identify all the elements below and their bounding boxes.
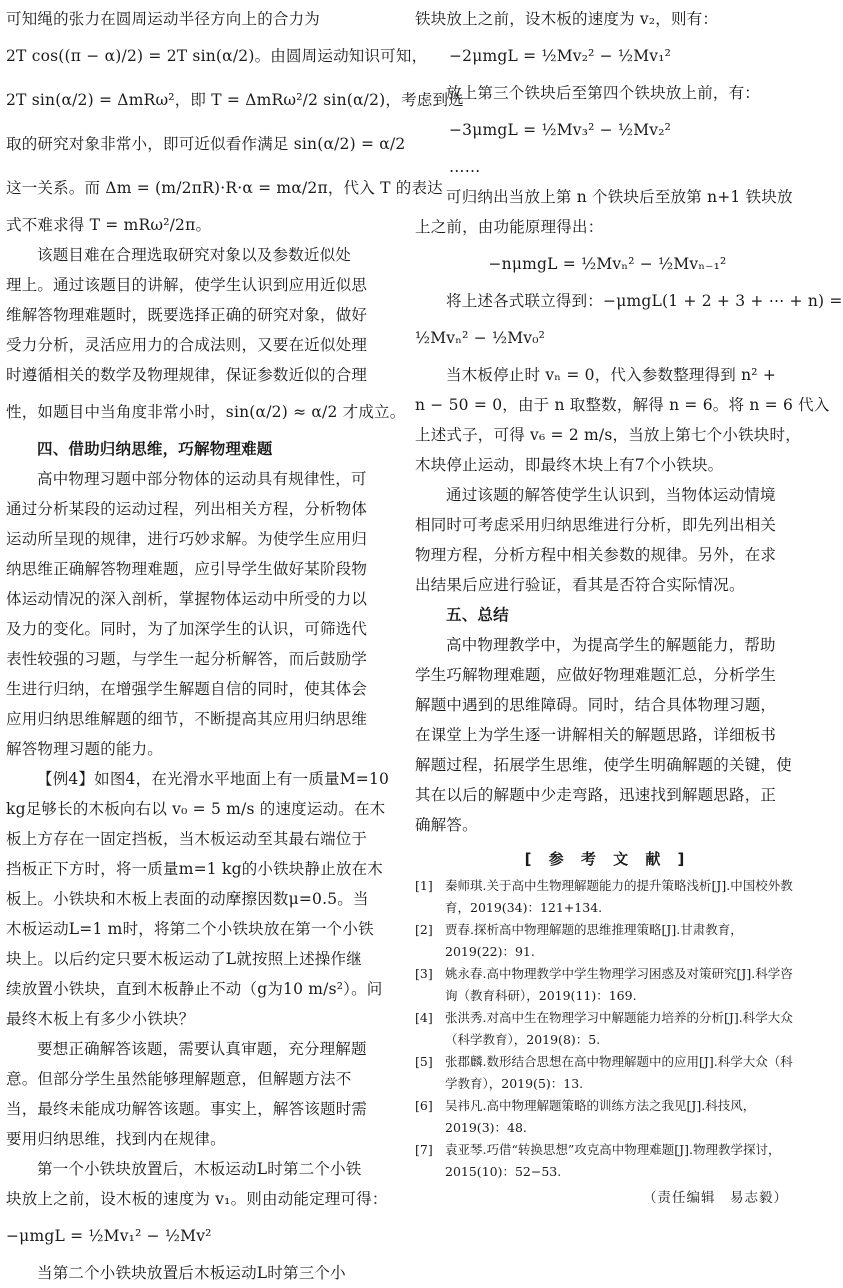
text-line: 运动所呈现的规律，进行巧妙求解。为使学生应用归 (6, 530, 368, 548)
text-line: 挡板正下方时，将一质量m=1 kg的小铁块静止放在木 (6, 860, 383, 878)
text-line: 该题目难在合理选取研究对象以及参数近似处 (37, 246, 352, 264)
reference-item (415, 1051, 800, 1095)
text-line: 时遵循相关的数学及物理规律，保证参数近似的合理 (6, 366, 368, 384)
reference-text: 姚永春.高中物理教学中学生物理学习困惑及对策研究[J].科学咨询（教育科研），2019(11)：169. (445, 966, 793, 1003)
text-line: 铁块放上之前，设木板的速度为 v₂，则有： (415, 10, 719, 28)
section-heading: 四、借助归纳思维，巧解物理难题 (37, 440, 273, 458)
reference-number: [7] (415, 1142, 433, 1157)
reference-text: 吴祎凡.高中物理解题策略的训练方法之我见[J].科技风，2019(3)：48. (445, 1098, 756, 1135)
reference-item (415, 1139, 800, 1183)
text-line: ½Mvₙ² − ½Mv₀² (415, 329, 546, 347)
text-line: 续放置小铁块，直到木板静止不动（g为10 m/s²）。问 (6, 980, 383, 998)
text-line: 应用归纳思维解题的细节，不断提高其应用归纳思维 (6, 710, 368, 728)
text-line: 木板运动L=1 m时，将第二个小铁块放在第一个小铁 (6, 920, 374, 938)
text-line: 确解答。 (415, 816, 478, 834)
text-line: n − 50 = 0，由于 n 取整数，解得 n = 6。将 n = 6 代入 (415, 396, 830, 414)
text-line: 要用归纳思维，找到内在规律。 (6, 1130, 226, 1148)
left-column (6, 4, 464, 1288)
reference-text: 秦师琪.关于高中生物理解题能力的提升策略浅析[J].中国校外教育，2019(34)：121+134. (445, 878, 793, 915)
text-line: 当木板停止时 vₙ = 0，代入参数整理得到 n² + (446, 366, 777, 384)
text-line: 在课堂上为学生逐一讲解相关的解题思路，详细板书 (415, 726, 777, 744)
text-line: −2μmgL = ½Mv₂² − ½Mv₁² (449, 47, 672, 65)
reference-number: [4] (415, 1010, 433, 1025)
text-line: 通过分析某段的运动过程，列出相关方程，分析物体 (6, 500, 368, 518)
text-line: 板上。小铁块和木板上表面的动摩擦因数μ=0.5。当 (6, 890, 369, 908)
text-line: 将上述各式联立得到：−μmgL(1 + 2 + 3 + ⋯ + n) = (446, 292, 843, 310)
text-line: −μmgL = ½Mv₁² − ½Mv² (6, 1227, 212, 1245)
reference-item (415, 1095, 800, 1139)
section-heading: 五、总结 (446, 606, 509, 624)
text-line: 纳思维正确解答物理难题，应引导学生做好某阶段物 (6, 560, 368, 578)
reference-number: [3] (415, 966, 433, 981)
editor-credit: （责任编辑 易志毅） (643, 1190, 788, 1206)
text-line: 块上。以后约定只要木板运动了L就按照上述操作继 (6, 950, 362, 968)
references-heading: [ 参 考 文 献 ] (524, 850, 691, 868)
right-column (415, 4, 843, 1213)
text-line: 当，最终未能成功解答该题。事实上，解答该题时需 (6, 1100, 368, 1118)
text-line: 高中物理教学中，为提高学生的解题能力，帮助 (446, 636, 776, 654)
text-line: 其在以后的解题中少走弯路，迅速找到解题思路，正 (415, 786, 777, 804)
text-line: 解答物理习题的能力。 (6, 740, 164, 758)
reference-text: 贾春.探析高中物理解题的思维推理策略[J].甘肃教育，2019(22)：91. (445, 922, 743, 959)
text-line: 【例4】如图4，在光滑水平地面上有一质量M=10 (37, 770, 390, 788)
text-line: −3μmgL = ½Mv₃² − ½Mv₂² (449, 121, 672, 139)
text-line: 通过该题的解答使学生认识到，当物体运动情境 (446, 486, 776, 504)
reference-number: [5] (415, 1054, 433, 1069)
text-line: 理上。通过该题目的讲解，使学生认识到应用近似思 (6, 276, 368, 294)
reference-item (415, 875, 800, 919)
text-line: 性，如题目中当角度非常小时，sin(α/2) ≈ α/2 才成立。 (6, 403, 406, 421)
text-line: …… (449, 158, 481, 176)
reference-number: [2] (415, 922, 433, 937)
text-line: 物理方程，分析方程中相关参数的规律。另外，在求 (415, 546, 777, 564)
text-line: 当第二个小铁块放置后木板运动L时第三个小 (37, 1264, 346, 1282)
text-line: 这一关系。而 Δm = (m/2πR)·R·α = mα/2π，代入 T 的表达 (6, 179, 443, 197)
text-line: kg足够长的木板向右以 v₀ = 5 m/s 的速度运动。在木 (6, 800, 386, 818)
right-body-text (415, 4, 843, 840)
text-line: 生进行归纳，在增强学生解题自信的同时，使其体会 (6, 680, 368, 698)
text-line: 最终木板上有多少小铁块？ (6, 1010, 195, 1028)
text-line: 意。但部分学生虽然能够理解题意，但解题方法不 (6, 1070, 352, 1088)
text-line: 第一个小铁块放置后，木板运动L时第二个小铁 (37, 1160, 362, 1178)
text-line: 及力的变化。同时，为了加深学生的认识，可筛选代 (6, 620, 368, 638)
text-line: −nμmgL = ½Mvₙ² − ½Mvₙ₋₁² (488, 255, 727, 273)
text-line: 放上第三个铁块后至第四个铁块放上前，有： (446, 84, 761, 102)
reference-text: 袁亚琴.巧借“转换思想”攻克高中物理难题[J].物理教学探讨，2015(10)：52−53. (445, 1142, 781, 1179)
reference-item (415, 963, 800, 1007)
text-line: 解题中遇到的思维障碍。同时，结合具体物理习题， (415, 696, 777, 714)
text-line: 出结果后应进行验证，看其是否符合实际情况。 (415, 576, 745, 594)
text-line: 取的研究对象非常小，即可近似看作满足 sin(α/2) = α/2 (6, 135, 406, 153)
text-line: 可归纳出当放上第 n 个铁块后至放第 n+1 铁块放 (446, 188, 793, 206)
text-line: 2T cos((π − α)/2) = 2T sin(α/2)。由圆周运动知识可知， (6, 47, 428, 65)
references-list (415, 875, 800, 1183)
text-line: 维解答物理难题时，既要选择正确的研究对象，做好 (6, 306, 368, 324)
text-line: 解题过程，拓展学生思维，使学生明确解题的关键，使 (415, 756, 792, 774)
text-line: 式不难求得 T = mRω²/2π。 (6, 216, 212, 234)
text-line: 要想正确解答该题，需要认真审题，充分理解题 (37, 1040, 367, 1058)
text-line: 相同时可考虑采用归纳思维进行分析，即先列出相关 (415, 516, 777, 534)
reference-text: 张洪秀.对高中生在物理学习中解题能力培养的分析[J].科学大众（科学教育），2019(8)：5. (445, 1010, 793, 1047)
text-line: 板上方存在一固定挡板，当木板运动至其最右端位于 (6, 830, 368, 848)
text-line: 2T sin(α/2) = ΔmRω²，即 T = ΔmRω²/2 sin(α/2)，考虑到选 (6, 91, 464, 109)
text-line: 受力分析，灵活应用力的合成法则，又要在近似处理 (6, 336, 368, 354)
text-line: 上述式子，可得 v₆ = 2 m/s，当放上第七个小铁块时， (415, 426, 801, 444)
text-line: 体运动情况的深入剖析，掌握物体运动中所受的力以 (6, 590, 368, 608)
text-line: 木块停止运动，即最终木块上有7个小铁块。 (415, 456, 724, 474)
reference-text: 张郡麟.数形结合思想在高中物理解题中的应用[J].科学大众（科学教育），2019(5)：13. (445, 1054, 793, 1091)
text-line: 学生巧解物理难题，应做好物理难题汇总，分析学生 (415, 666, 777, 684)
text-line: 上之前，由功能原理得出： (415, 218, 604, 236)
text-line: 高中物理习题中部分物体的运动具有规律性，可 (37, 470, 367, 488)
text-line: 块放上之前，设木板的速度为 v₁。则由动能定理可得： (6, 1190, 388, 1208)
reference-item (415, 919, 800, 963)
text-line: 可知绳的张力在圆周运动半径方向上的合力为 (6, 10, 321, 28)
text-line: 表性较强的习题，与学生一起分析解答，而后鼓励学 (6, 650, 368, 668)
reference-number: [1] (415, 878, 433, 893)
reference-item (415, 1007, 800, 1051)
reference-number: [6] (415, 1098, 433, 1113)
